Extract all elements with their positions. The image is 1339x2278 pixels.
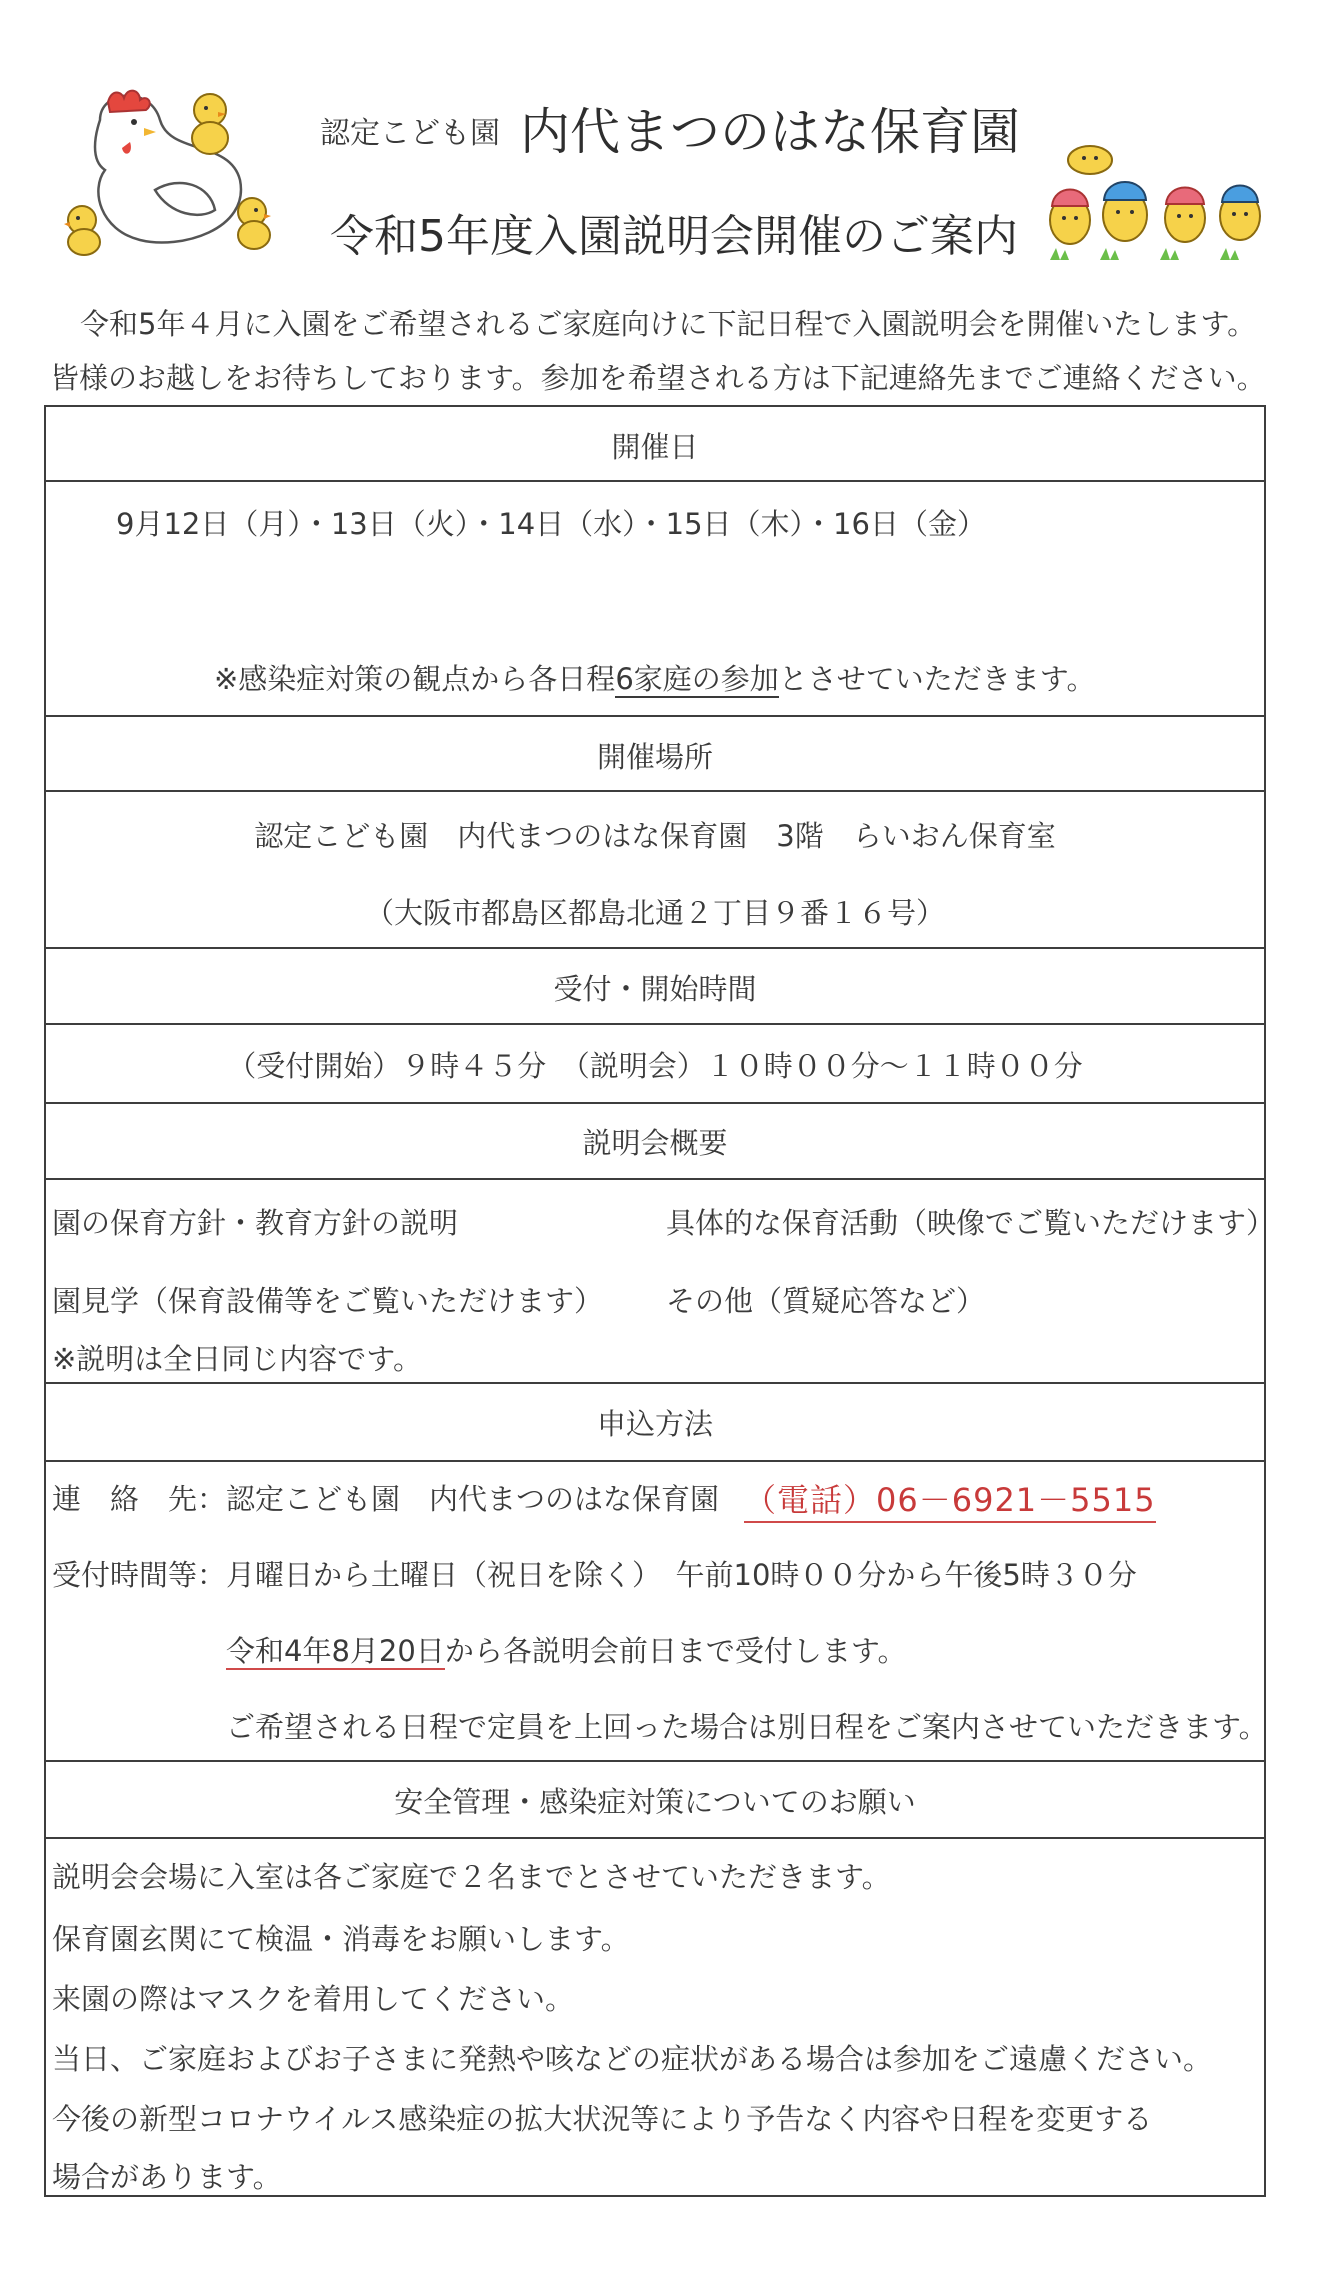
overview-item-2: 具体的な保育活動（映像でご覧いただけます）: [666, 1206, 1276, 1240]
table-rule: [46, 1760, 1264, 1762]
intro-line-1: 令和5年４月に入園をご希望されるご家庭向けに下記日程で入園説明会を開催いたします。: [80, 307, 1257, 341]
apply-heading: 申込方法: [596, 1407, 713, 1441]
phone-number[interactable]: （電話）06－6921－5515: [744, 1475, 1156, 1523]
period-row: [226, 1629, 907, 1670]
table-rule: [46, 1837, 1264, 1839]
hours-value: 月曜日から土曜日（祝日を除く） 午前10時００分から午後5時３０分: [226, 1558, 1137, 1592]
dates-note-pre: ※感染症対策の観点から各日程: [214, 662, 616, 696]
table-rule: [46, 1023, 1264, 1025]
safety-item: 今後の新型コロナウイルス感染症の拡大状況等により予告なく内容や日程を変更する: [52, 2102, 1153, 2136]
venue-address: （大阪市都島区都島北通２丁目９番１６号）: [364, 896, 945, 930]
overview-item-3: 園見学（保育設備等をご覧いただけます）: [52, 1284, 604, 1318]
safety-item: 説明会会場に入室は各ご家庭で２名までとさせていただきます。: [52, 1860, 891, 1894]
contact-label: 連 絡 先：: [52, 1482, 227, 1516]
dates-note-underlined: 6家庭の参加: [615, 662, 779, 696]
table-rule: [46, 947, 1264, 949]
table-rule: [46, 1178, 1264, 1180]
time-heading: 受付・開始時間: [553, 972, 757, 1006]
table-rule: [46, 715, 1264, 717]
overview-heading: 説明会概要: [582, 1126, 728, 1160]
contact-row: [52, 1477, 719, 1518]
event-title: 令和5年度入園説明会開催のご案内: [330, 211, 1018, 262]
contact-value: 認定こども園 内代まつのはな保育園: [226, 1482, 720, 1516]
safety-item: 場合があります。: [52, 2160, 282, 2194]
table-rule: [46, 790, 1264, 792]
header-subtitle: 認定こども園: [320, 116, 500, 151]
venue-heading: 開催場所: [596, 740, 713, 774]
safety-item: 当日、ご家庭およびお子さまに発熱や咳などの症状がある場合は参加をご遠慮ください。: [52, 2042, 1213, 2076]
table-rule: [46, 1460, 1264, 1462]
dates-list: 9月12日（月）・13日（火）・14日（水）・15日（木）・16日（金）: [116, 507, 986, 541]
table-rule: [46, 480, 1264, 482]
overview-item-1: 園の保育方針・教育方針の説明: [52, 1206, 459, 1240]
safety-item: 保育園玄関にて検温・消毒をお願いします。: [52, 1922, 630, 1956]
intro-line-2: 皆様のお越しをお待ちしております。参加を希望される方は下記連絡先までご連絡ください。: [50, 361, 1266, 395]
overflow-note: ご希望される日程で定員を上回った場合は別日程をご案内させていただきます。: [226, 1710, 1268, 1744]
venue-line-1: 認定こども園 内代まつのはな保育園 3階 らいおん保育室: [254, 819, 1056, 853]
hours-row: [52, 1553, 1137, 1594]
chicks-with-hats-illustration: [1040, 140, 1280, 270]
header-title: 内代まつのはな保育園: [520, 103, 1020, 161]
period-text: から各説明会前日まで受付します。: [444, 1634, 907, 1668]
safety-heading: 安全管理・感染症対策についてのお願い: [394, 1785, 916, 1819]
period-start-date: 令和4年8月20日: [226, 1634, 445, 1668]
dates-note-post: とさせていただきます。: [778, 662, 1096, 696]
dates-heading: 開催日: [611, 430, 699, 464]
overview-note: ※説明は全日同じ内容です。: [52, 1342, 422, 1376]
safety-item: 来園の際はマスクを着用してください。: [52, 1982, 575, 2016]
dates-note: [214, 657, 1095, 698]
table-rule: [46, 1102, 1264, 1104]
hours-label: 受付時間等：: [52, 1558, 227, 1592]
time-line: （受付開始）９時４５分 （説明会）１０時００分～１１時００分: [227, 1049, 1083, 1083]
info-table: [44, 405, 1276, 2197]
hen-chicks-illustration: [60, 80, 290, 260]
table-rule: [46, 1382, 1264, 1384]
overview-item-4: その他（質疑応答など）: [666, 1284, 986, 1318]
